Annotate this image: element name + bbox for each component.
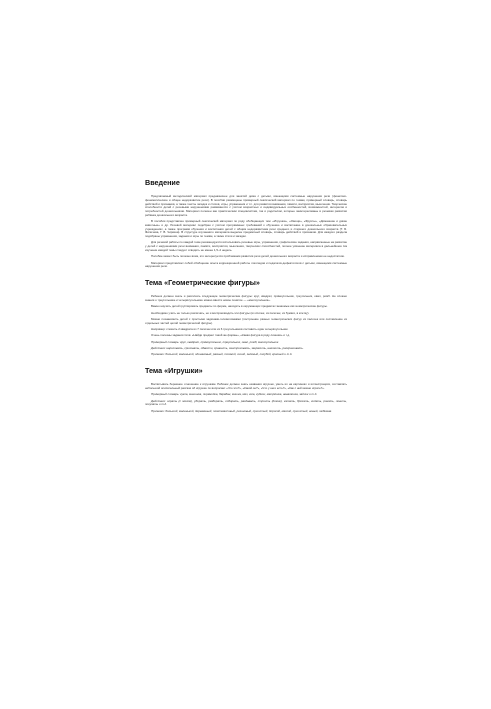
actions-paragraph: Действия: играть (с мячом), убирать, разбирать, собирать, раздавать, строить (домик), катать, бросать, кидать, ронять, ловить, покупать и т.д.	[145, 398, 347, 407]
paragraph: Воспитывать бережное отношение к игрушкам. Ребёнок должен знать названия игрушек, уметь их на картинках и иллюстрациях, составлять небольшой описательный рассказ об игрушке по вопросам: «Что это?», «Какой он?», «Что у него есть?», «Как с ней можно играть?».	[145, 382, 347, 390]
section-introduction	[145, 178, 347, 269]
section-heading: Тема «Игрушки»	[145, 366, 203, 376]
paragraph: Необходимо учить не только различать, но и воспроизводить эти фигуры (из спичек, из палочек, из бумаги, в клетку).	[151, 310, 310, 315]
paragraph: Например: сложить 2 квадрата из 7 палочек или из 6 треугольников составить один четырёхугольник.	[151, 327, 289, 331]
paragraph: Можно познакомить детей с простыми задачами-головоломками (построение разных геометрических фигур из палочек или составление из отдельных частей целой геометрической фигуры).	[145, 316, 347, 325]
paragraph: Предлагаемый методический материал предназначен для занятий дома с детьми, имеющими системные нарушения речи (фонетико-фонематическое и общее недоразвитие речи). В пособии размещены примерный лексический материал по темам, примерный словарь, словарь действий и признаков, а также тексты загадок и стихов, игры, упражнения и т.п. для развития внимания, памяти, восприятия, мышления. Творческие способности детей с речевыми нарушениями развиваются с учётом возрастных и индивидуальных особенностей, возможностей, интересов и потребностей дошкольников. Материал полезен как практическим специалистам, так и родителям, которые заинтересованы в речевом развитии ребёнка дошкольного возраста.	[145, 194, 347, 217]
actions-paragraph: Действия: нарисовать, срисовать, обвести, сравнить, заштриховать, закрасить, наклеить, раскрашивать.	[151, 346, 304, 351]
vocabulary-paragraph: Примерный словарь: кукла, машинка, пирамидка, барабан, мишка, мяч, юла, кубики, матрёшка, неваляшка, зайчик и т.д.	[151, 392, 318, 397]
section-heading: Тема «Геометрические фигуры»	[145, 278, 260, 288]
vocabulary-paragraph: Примерный словарь: круг, квадрат, прямоугольник, треугольник, овал, ромб, многоугольник.	[151, 339, 280, 344]
section-heading: Введение	[145, 178, 180, 187]
paragraph: Материал представляет собой обобщение опыта коррекционной работы логопедов и педагогов-дефектологов с детьми, имеющими системные нарушения речи.	[145, 260, 347, 269]
section-toys	[145, 366, 347, 413]
section-geometric-shapes	[145, 278, 347, 357]
attributes-paragraph: Признаки: большой, маленький, деревянный, пластмассовый, резиновый, пушистый, дорогой, мягкий, пушистый, новый, любимая.	[151, 408, 333, 413]
paragraph: Важно научить детей группировать предметы по форме, находить в окружающих предметах знакомые им геометрические фигуры.	[151, 304, 328, 309]
paragraph: Для речевой работы по каждой теме рекомендуется использовать речевые игры, упражнения, графические задания, направленные на развитие у детей с нарушениями речи внимания, памяти, восприятия, мышления, творческих способностей, полное усвоение материала в дальнейшем. На изучение каждой темы следует отводить не менее 1,5–2 недель.	[145, 240, 347, 252]
paragraph: Очень полезны задания типа: «Найди предмет такой же формы», «Какая фигура в ряду лишняя» и т.д.	[151, 333, 290, 338]
document-content	[145, 178, 347, 422]
paragraph: Ребенок должен знать и различать следующие геометрические фигуры: круг, квадрат, прямоугольник, треугольник, овал, ромб. Не сложно знания о треугольнике и четырёхугольнике можно ввести новое понятие — «многоугольник».	[145, 294, 347, 302]
paragraph: Пособие может быть полезно всем, кто интересуется проблемами развития речи детей дошкольного возраста и исправлением ее недостатков.	[151, 254, 345, 259]
attributes-paragraph: Признаки: большой, маленький, одинаковый, разный, похожий, синий, зелёный, голубой, красный и т.д.	[151, 352, 293, 357]
paragraph: В пособии представлен примерный лексический материал по ряду обобщающих тем: «Игрушки», «Овощи», «Фрукты», «Домашние и дикие животные» и др. Речевой материал подобран с учётом программных требований к обучению и воспитанию в дошкольных образовательных учреждениях, а также программ обучения и воспитания детей с общим недоразвитием речи среднего и старшего дошкольного возраста (Т. Б. Филичева, Г. В. Чиркина). В структуре изучаемого материала выделен предметный словарь, словарь действий и признаков. Для каждого раздела подобраны упражнения, задания и игры по темам, а также стихи и загадки.	[145, 219, 347, 239]
